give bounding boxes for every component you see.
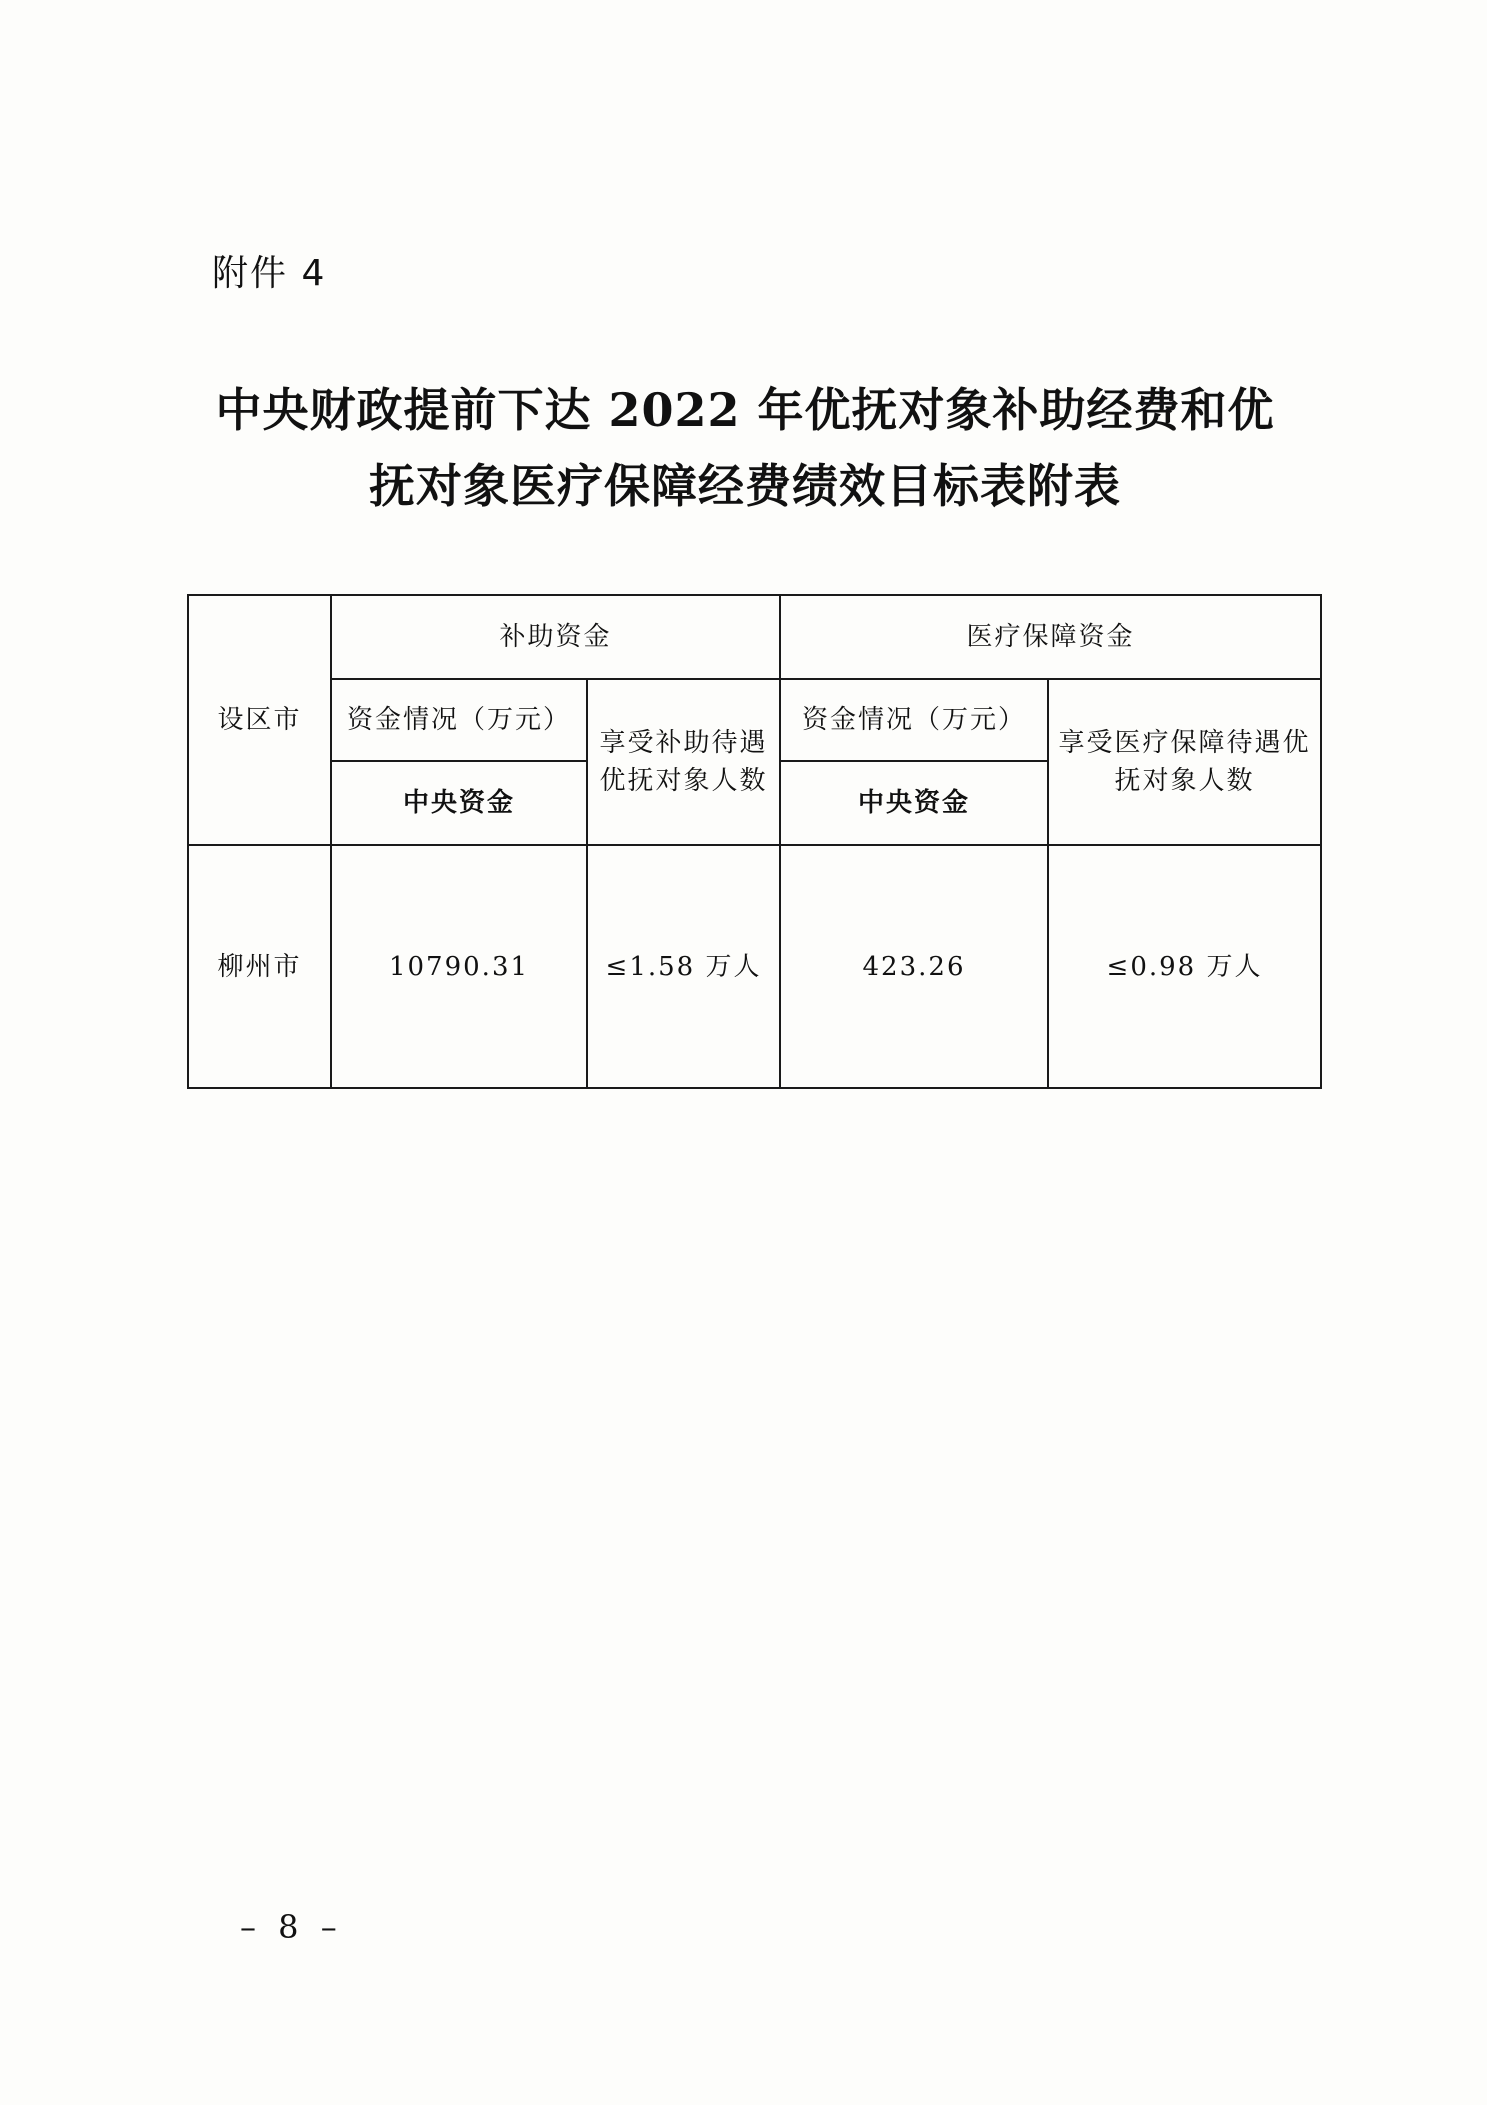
table-header-row-1 (188, 595, 1321, 679)
header-medical-fund-status: 资金情况（万元） (780, 679, 1048, 761)
cell-subsidy-central: 10790.31 (331, 845, 587, 1088)
cell-medical-people: ≤0.98 万人 (1048, 845, 1321, 1088)
performance-table (187, 594, 1322, 1089)
header-subsidy-people: 享受补助待遇优抚对象人数 (587, 679, 780, 845)
table-row (188, 845, 1321, 1088)
header-subsidy-central: 中央资金 (331, 761, 587, 845)
cell-city: 柳州市 (188, 845, 331, 1088)
header-subsidy-fund-status: 资金情况（万元） (331, 679, 587, 761)
header-medical-people: 享受医疗保障待遇优抚对象人数 (1048, 679, 1321, 845)
header-medical-central: 中央资金 (780, 761, 1048, 845)
cell-subsidy-people: ≤1.58 万人 (587, 845, 780, 1088)
page-number: – 8 – (240, 1908, 343, 1946)
document-title (170, 372, 1320, 524)
title-line-2: 抚对象医疗保障经费绩效目标表附表 (369, 459, 1121, 513)
table-header-row-2 (188, 679, 1321, 761)
header-city: 设区市 (188, 595, 331, 845)
attachment-label: 附件 4 (212, 253, 327, 294)
header-subsidy-fund: 补助资金 (331, 595, 780, 679)
cell-medical-central: 423.26 (780, 845, 1048, 1088)
title-line-1: 中央财政提前下达 2022 年优抚对象补助经费和优 (215, 383, 1275, 437)
header-medical-fund: 医疗保障资金 (780, 595, 1321, 679)
